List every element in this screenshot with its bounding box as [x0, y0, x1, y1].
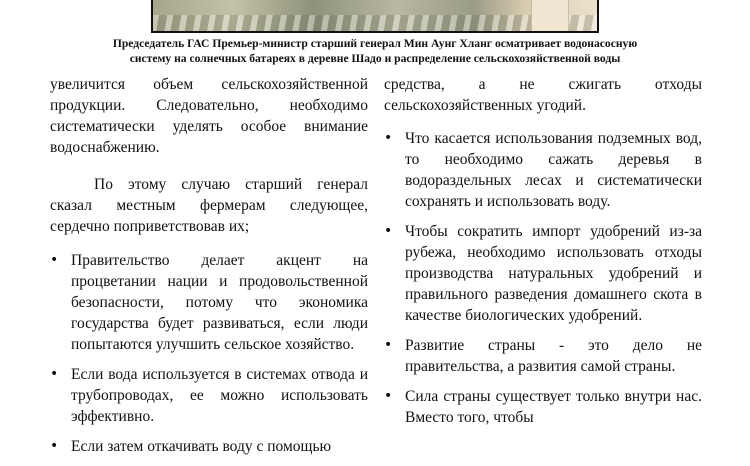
list-item-text: Правительство делает акцент на процветании нации и продовольственной безопасности, потому что экономика государства будет развиваться, если люди попытаются улучшить сельское хозяйство.: [71, 252, 368, 353]
list-item-text: Развитие страны - это дело не правительства, а развития самой страны.: [405, 337, 702, 375]
photo-caption: [80, 36, 670, 66]
photo-person: [531, 0, 569, 33]
caption-line-2: систему на солнечных батареях в деревне Шадо и распределение сельскохозяйственной воды: [129, 52, 621, 65]
list-item-text: Если затем откачивать воду с помощью: [71, 438, 332, 455]
list-item: [384, 221, 702, 326]
caption-line-1: Председатель ГАС Премьер-министр старший генерал Мин Аунг Хланг осматривает водонасосную: [112, 37, 638, 50]
bullet-icon: •: [384, 223, 393, 239]
left-column: [50, 74, 368, 466]
paragraph: средства, а не сжигать отходы сельскохозяйственных угодий.: [384, 76, 702, 114]
paragraph: увеличится объем сельскохозяйственной продукции. Следовательно, необходимо систематически уделять особое внимание водоснабжению.: [50, 76, 368, 156]
list-item-text: Сила страны существует только внутри нас. Вместо того, чтобы: [405, 388, 702, 426]
paragraph: По этому случаю старший генерал сказал местным фермерам следующее, сердечно поприветствовав их;: [50, 176, 368, 235]
bullet-icon: •: [50, 438, 59, 454]
list-item: [50, 250, 368, 355]
bullet-icon: •: [50, 252, 59, 268]
bullet-icon: •: [384, 130, 393, 146]
list-item-text: Что касается использования подземных вод, то необходимо сажать деревья в водораздельных лесах и систематически сохранять и использовать воду.: [405, 130, 702, 210]
list-item: [384, 386, 702, 428]
right-column: [384, 74, 702, 437]
bullet-list: [384, 128, 702, 428]
bullet-icon: •: [384, 337, 393, 353]
list-item: [384, 335, 702, 377]
list-item: [384, 128, 702, 212]
list-item-text: Если вода используется в системах отвода и трубопроводах, ее можно использовать эффективно.: [71, 366, 368, 425]
bullet-list: [50, 250, 368, 457]
list-item-text: Чтобы сократить импорт удобрений из-за рубежа, необходимо использовать отходы производства натуральных удобрений и правильного разведения домашнего скота в качестве биологических удобрений.: [405, 223, 702, 324]
list-item: [50, 364, 368, 427]
list-item: [50, 436, 368, 457]
article-photo: [151, 0, 599, 33]
bullet-icon: •: [50, 366, 59, 382]
bullet-icon: •: [384, 388, 393, 404]
